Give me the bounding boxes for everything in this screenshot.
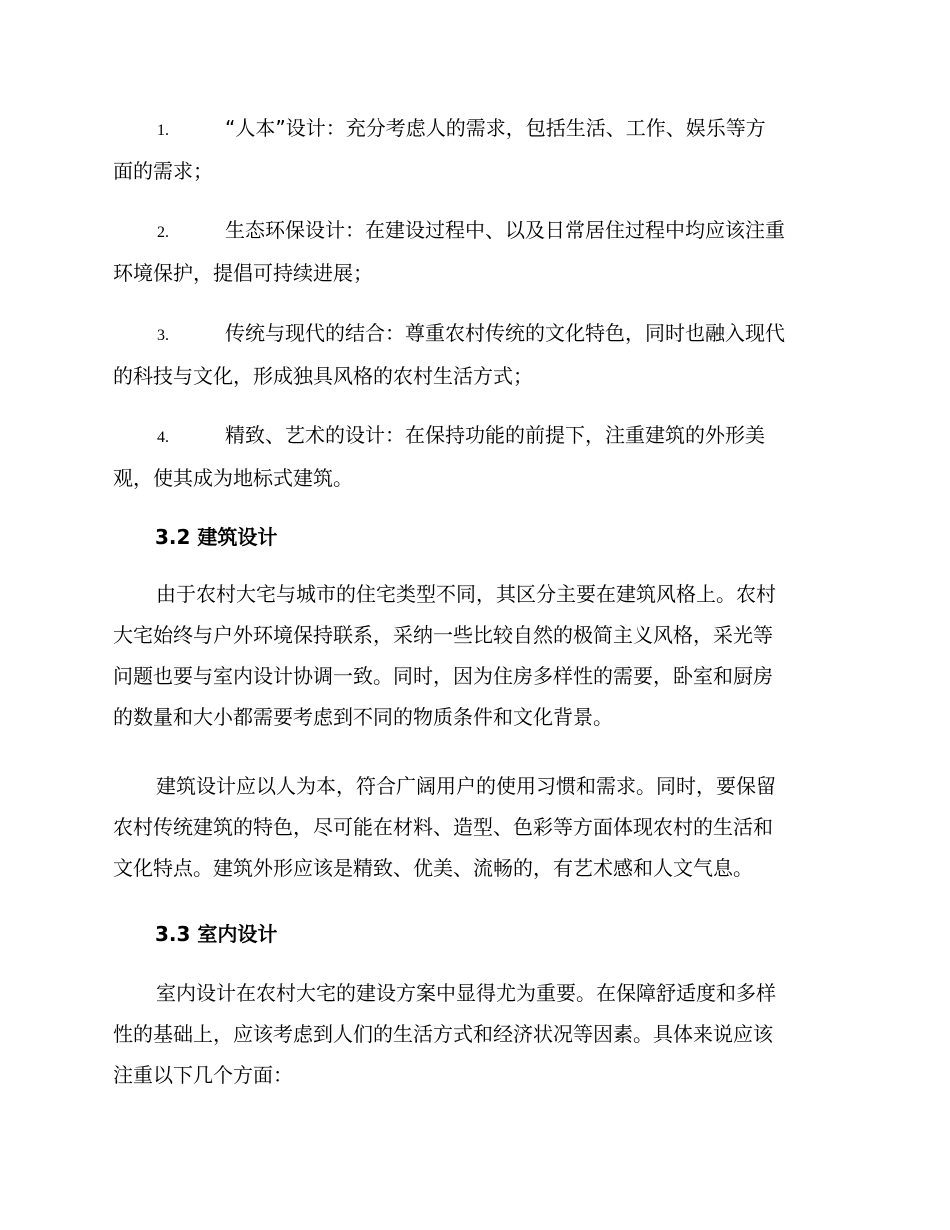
list-item-2 bbox=[113, 210, 835, 294]
section-3-3-paragraph-1 bbox=[113, 973, 835, 1096]
list-item-1 bbox=[113, 108, 835, 192]
list-item-3-number: 3. bbox=[157, 327, 169, 344]
paragraph-line: 的数量和大小都需要考虑到不同的物质条件和文化背景。 bbox=[113, 705, 613, 729]
paragraph-line: 农村传统建筑的特色，尽可能在材料、造型、色彩等方面体现农村的生活和 bbox=[113, 815, 773, 839]
paragraph-line: 室内设计在农村大宅的建设方案中显得尤为重要。在保障舒适度和多样 bbox=[156, 981, 776, 1005]
list-item-3 bbox=[113, 313, 835, 397]
paragraph-line: 建筑设计应以人为本，符合广阔用户的使用习惯和需求。同时，要保留 bbox=[156, 774, 776, 798]
section-heading-3-3: 3.3 室内设计 bbox=[155, 922, 278, 946]
paragraph-line: 性的基础上，应该考虑到人们的生活方式和经济状况等因素。具体来说应该 bbox=[113, 1022, 773, 1046]
list-item-3-continuation: 的科技与文化，形成独具风格的农村生活方式； bbox=[113, 364, 533, 388]
paragraph-line: 问题也要与室内设计协调一致。同时，因为住房多样性的需要，卧室和厨房 bbox=[113, 664, 773, 688]
list-item-4-continuation: 观，使其成为地标式建筑。 bbox=[113, 466, 353, 490]
list-item-4-line-1 bbox=[113, 415, 835, 458]
section-heading-3-2: 3.2 建筑设计 bbox=[155, 525, 278, 549]
list-item-1-line-1 bbox=[113, 108, 835, 151]
list-item-1-text: “人本”设计：充分考虑人的需求，包括生活、工作、娱乐等方 bbox=[225, 116, 766, 140]
list-item-1-continuation: 面的需求； bbox=[113, 159, 213, 183]
paragraph-line: 由于农村大宅与城市的住宅类型不同，其区分主要在建筑风格上。农村 bbox=[156, 582, 776, 606]
list-item-2-number: 2. bbox=[157, 224, 169, 241]
section-3-2-paragraph-2 bbox=[113, 766, 835, 889]
section-3-2-paragraph-1 bbox=[113, 574, 835, 738]
list-item-4-text: 精致、艺术的设计：在保持功能的前提下，注重建筑的外形美 bbox=[225, 423, 765, 447]
paragraph-line: 注重以下几个方面： bbox=[113, 1063, 293, 1087]
paragraph-line: 文化特点。建筑外形应该是精致、优美、流畅的，有艺术感和人文气息。 bbox=[113, 856, 753, 880]
list-item-2-continuation: 环境保护，提倡可持续进展； bbox=[113, 261, 373, 285]
list-item-2-line-1 bbox=[113, 210, 835, 253]
list-item-3-line-1 bbox=[113, 313, 835, 356]
list-item-4-number: 4. bbox=[157, 429, 169, 446]
list-item-3-text: 传统与现代的结合：尊重农村传统的文化特色，同时也融入现代 bbox=[225, 321, 785, 345]
list-item-4 bbox=[113, 415, 835, 499]
list-item-1-number: 1. bbox=[157, 122, 169, 139]
list-item-2-text: 生态环保设计：在建设过程中、以及日常居住过程中均应该注重 bbox=[225, 218, 785, 242]
paragraph-line: 大宅始终与户外环境保持联系，采纳一些比较自然的极简主义风格，采光等 bbox=[113, 623, 773, 647]
